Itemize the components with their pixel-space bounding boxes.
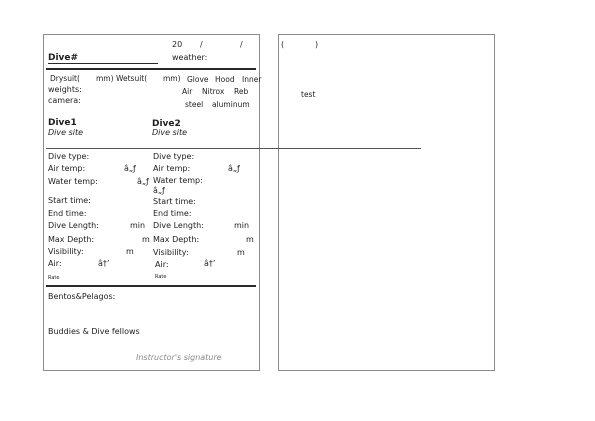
dive2-site: Dive site [152, 128, 188, 137]
dive2-depth-unit: m [246, 235, 254, 244]
dive1-title: Dive1 [48, 118, 77, 128]
dive1-length-label: Dive Length: [48, 221, 99, 230]
drysuit-unit: mm) [96, 74, 114, 83]
dive1-length-unit: min [130, 221, 146, 230]
header-divider [46, 68, 256, 70]
dive-number-underline [48, 63, 158, 64]
dive2-length-unit: min [234, 221, 250, 230]
air-option: Air [182, 87, 193, 96]
date-separator: / [200, 40, 203, 49]
right-paren-close: ) [315, 40, 319, 49]
dive2-visibility-label: Visibility: [153, 248, 189, 257]
date-year: 20 [172, 40, 183, 49]
dive2-end-label: End time: [153, 209, 192, 218]
log-card-right [278, 34, 495, 371]
note-text: test [301, 90, 316, 99]
glove-option: Glove [187, 75, 209, 84]
section-divider [46, 148, 421, 149]
dive-number-label: Dive# [48, 53, 79, 63]
dive2-air-temp-unit: â„ƒ [228, 164, 240, 173]
right-paren-open: ( [281, 40, 285, 49]
dive1-site: Dive site [48, 128, 84, 137]
aluminum-option: aluminum [212, 100, 250, 109]
dive1-rate-label: Rate [48, 275, 60, 281]
inner-option: Inner [242, 75, 262, 84]
camera-label: camera: [48, 96, 81, 105]
dive1-depth-unit: m [142, 235, 150, 244]
buddies-label: Buddies & Dive fellows [48, 327, 140, 336]
instructor-signature-label: Instructor's signature [136, 353, 222, 362]
dive1-air-label: Air: [48, 259, 62, 268]
wetsuit-unit: mm) [163, 74, 181, 83]
dive2-title: Dive2 [152, 119, 181, 129]
dive1-water-temp-label: Water temp: [48, 177, 98, 186]
dive1-water-temp-unit: â„ƒ [137, 177, 149, 186]
dive2-length-label: Dive Length: [153, 221, 204, 230]
dive2-rate-label: Rate [155, 274, 167, 280]
dive1-type-label: Dive type: [48, 152, 90, 161]
dive2-start-label: Start time: [153, 197, 196, 206]
nitrox-option: Nitrox [202, 87, 225, 96]
dive1-visibility-unit: m [126, 247, 134, 256]
wetsuit-label: Wetsuit( [116, 74, 148, 83]
dive1-end-label: End time: [48, 209, 87, 218]
date-separator: / [240, 40, 243, 49]
dive1-air-temp-unit: â„ƒ [124, 164, 136, 173]
weather-label: weather: [172, 53, 208, 62]
dive2-air-label: Air: [155, 260, 169, 269]
dive1-air-arrow: â†’ [98, 259, 110, 268]
dive2-type-label: Dive type: [153, 152, 195, 161]
dive2-air-temp-label: Air temp: [153, 164, 191, 173]
dive2-water-temp-unit: â„ƒ [153, 186, 165, 195]
weights-label: weights: [48, 85, 82, 94]
dive1-air-temp-label: Air temp: [48, 164, 86, 173]
dive1-depth-label: Max Depth: [48, 235, 95, 244]
details-divider [46, 285, 256, 287]
dive1-start-label: Start time: [48, 196, 91, 205]
dive2-depth-label: Max Depth: [153, 235, 200, 244]
drysuit-label: Drysuit( [50, 74, 80, 83]
hood-option: Hood [215, 75, 235, 84]
dive2-air-arrow: â†’ [204, 259, 216, 268]
steel-option: steel [185, 100, 204, 109]
dive2-visibility-unit: m [237, 248, 245, 257]
bentos-pelagos-label: Bentos&Pelagos: [48, 292, 116, 301]
dive1-visibility-label: Visibility: [48, 247, 84, 256]
dive2-water-temp-label: Water temp: [153, 176, 203, 185]
reb-option: Reb [234, 87, 249, 96]
